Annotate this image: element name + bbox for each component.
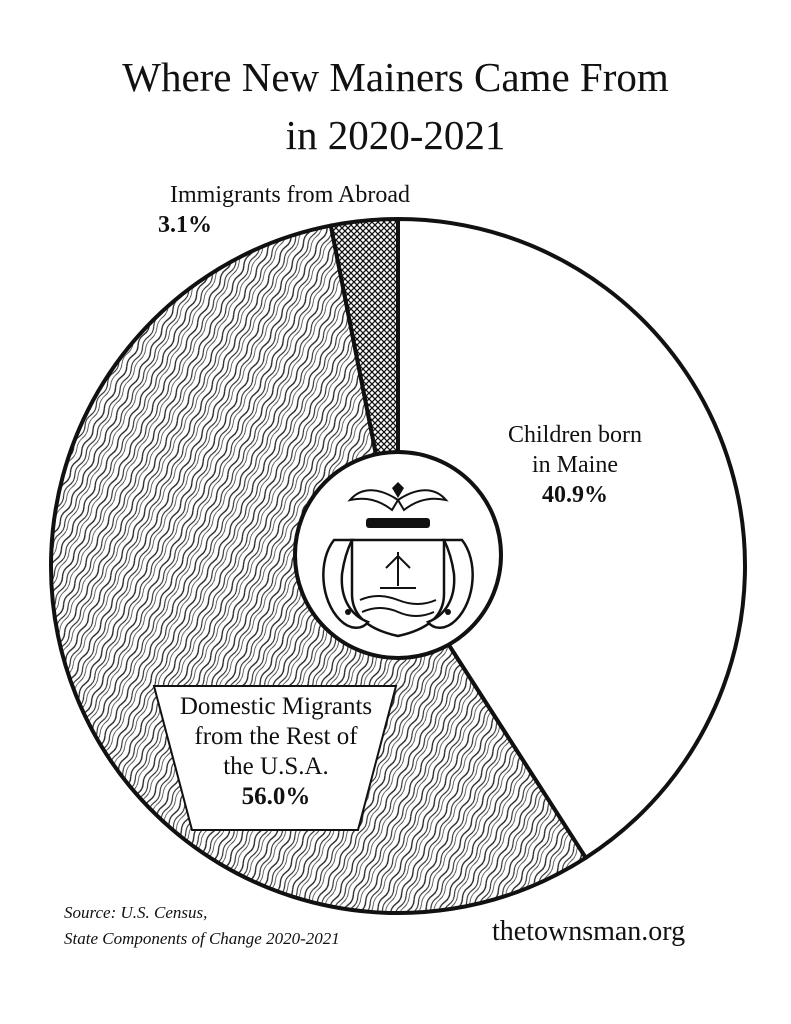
label-domestic — [158, 692, 394, 812]
title-line-1: Where New Mainers Came From — [122, 54, 669, 100]
label-domestic-line-3: the U.S.A. — [223, 753, 329, 780]
label-immigrants — [130, 180, 450, 240]
label-domestic-value: 56.0% — [241, 783, 311, 810]
source-line-2: State Components of Change 2020-2021 — [64, 929, 340, 948]
site-credit: thetownsman.org — [492, 916, 686, 947]
label-domestic-line-1: Domestic Migrants — [179, 693, 373, 720]
label-children — [470, 420, 680, 510]
source-note — [64, 900, 340, 952]
label-immigrants-text: Immigrants from Abroad — [170, 182, 410, 208]
label-immigrants-value: 3.1% — [158, 212, 212, 238]
source-line-1: Source: U.S. Census, — [64, 903, 208, 922]
label-children-line-1: Children born — [508, 422, 642, 448]
label-children-value: 40.9% — [542, 482, 608, 508]
label-domestic-line-2: from the Rest of — [194, 723, 358, 750]
title-line-2: in 2020-2021 — [285, 112, 506, 158]
label-children-line-2: in Maine — [532, 452, 618, 478]
